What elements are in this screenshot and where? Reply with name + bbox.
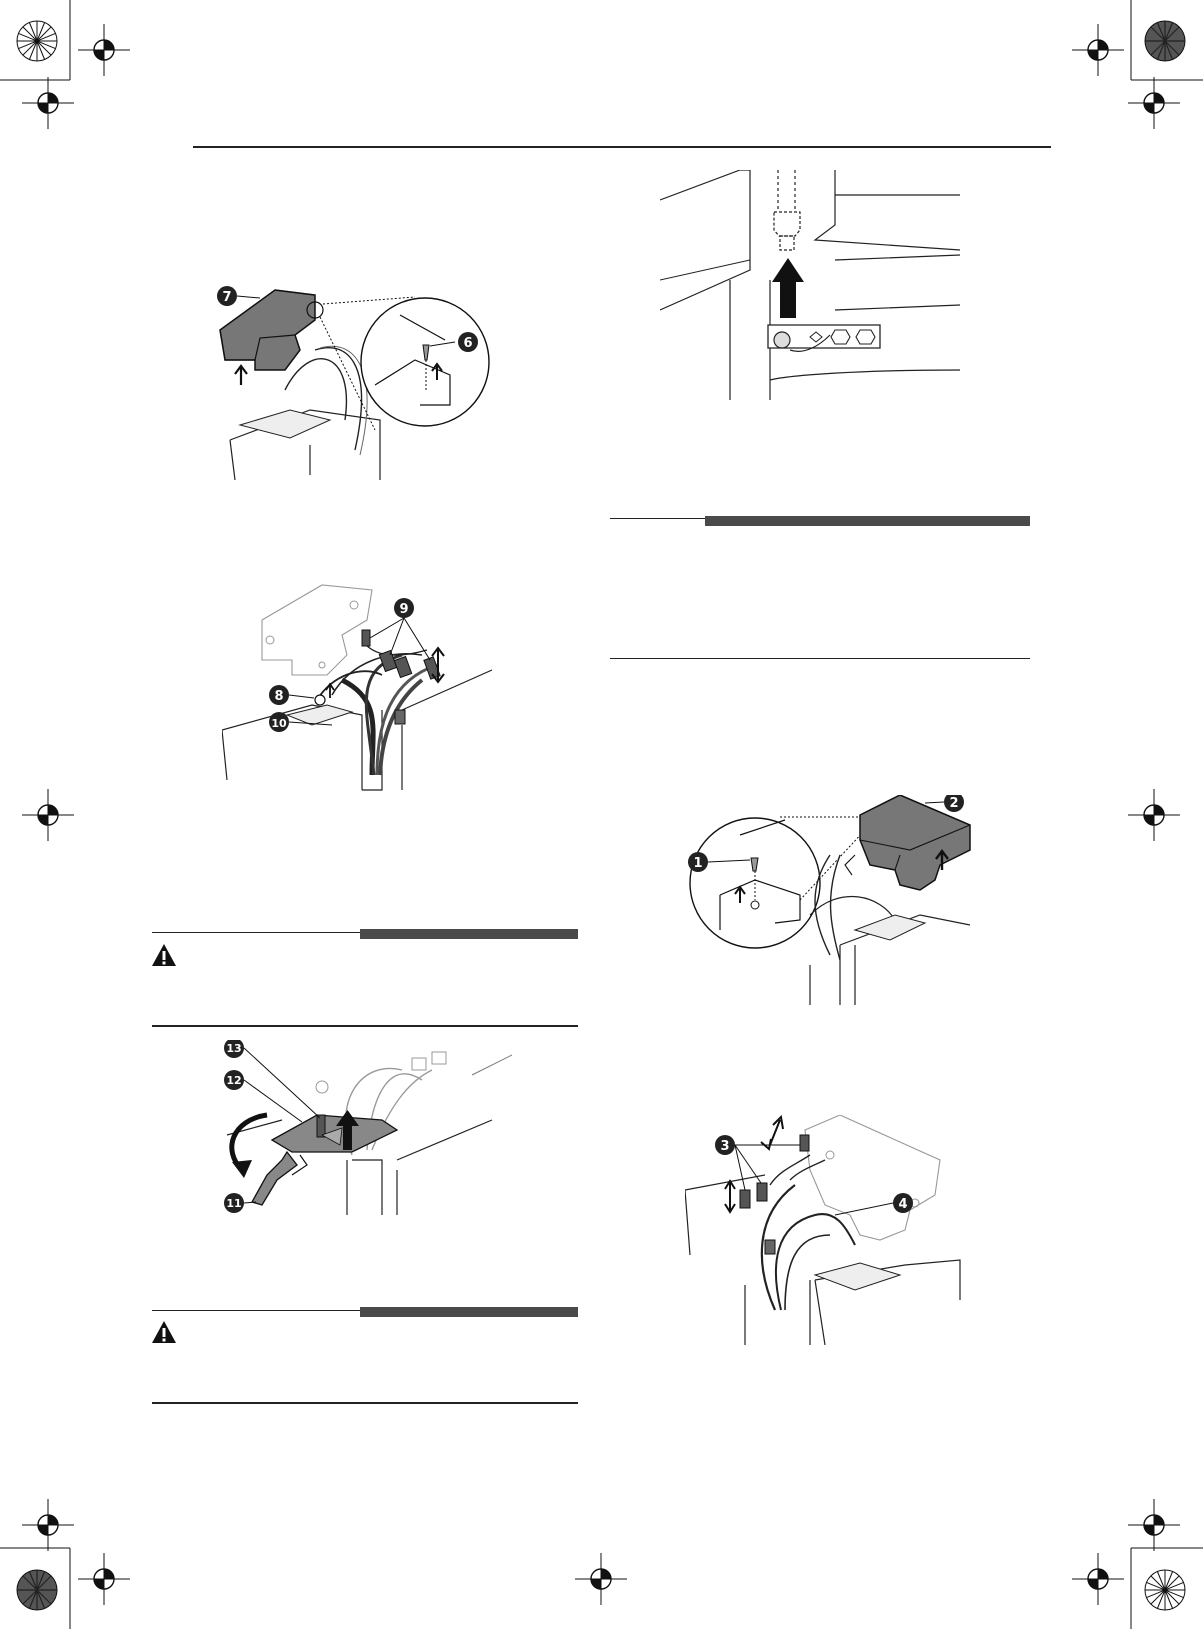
warning-triangle-icon: [151, 943, 177, 967]
registration-mark-icon: [1128, 789, 1180, 841]
callout-9: [394, 598, 414, 618]
svg-text:3: 3: [720, 1139, 730, 1154]
callout-6: [458, 332, 478, 352]
svg-text:11: 11: [226, 1197, 242, 1210]
callout-7: [217, 286, 237, 306]
svg-text:12: 12: [226, 1074, 242, 1087]
registration-mark-icon: [1128, 77, 1180, 129]
callout-8: [269, 685, 289, 705]
svg-text:8: 8: [274, 689, 284, 704]
svg-text:1: 1: [693, 856, 703, 871]
color-calibration-icon: [17, 21, 57, 61]
callout-10: [269, 712, 289, 732]
figure-cover-removal: [215, 280, 525, 490]
registration-mark-icon: [575, 1553, 627, 1605]
svg-text:13: 13: [226, 1042, 242, 1055]
warning-1-bottom-rule: [152, 1025, 578, 1027]
color-calibration-icon: [1145, 21, 1185, 61]
registration-mark-icon: [1128, 1499, 1180, 1551]
callout-4: [893, 1193, 913, 1213]
callout-11: [224, 1193, 244, 1213]
svg-text:2: 2: [949, 796, 959, 811]
callout-12: [224, 1070, 244, 1090]
svg-text:9: 9: [399, 602, 409, 617]
figure-door-lift: [660, 170, 1000, 410]
figure-cover-removal-right: [680, 795, 990, 1005]
warning-2-header-bar: [360, 1307, 578, 1317]
color-calibration-icon: [1145, 1570, 1185, 1610]
svg-text:6: 6: [463, 336, 473, 351]
warning-2-bottom-rule: [152, 1402, 578, 1404]
svg-text:7: 7: [222, 290, 232, 305]
warning-1-header-bar: [360, 929, 578, 939]
note-box-top-rule: [610, 518, 710, 519]
warning-2-top-rule: [152, 1310, 362, 1311]
figure-wire-connectors: [685, 1115, 985, 1345]
callout-3: [715, 1135, 735, 1155]
registration-mark-icon: [22, 789, 74, 841]
callout-2b: [944, 795, 964, 812]
registration-mark-icon: [22, 1499, 74, 1551]
callout-13: [224, 1040, 244, 1058]
registration-mark-icon: [78, 24, 130, 76]
registration-mark-icon: [1072, 1553, 1124, 1605]
figure-hinge-bracket: [222, 1040, 512, 1225]
callout-1: [688, 852, 708, 872]
svg-text:10: 10: [271, 717, 287, 730]
warning-1-top-rule: [152, 932, 362, 933]
note-box-bottom-rule: [610, 658, 1030, 659]
svg-text:4: 4: [898, 1197, 908, 1212]
warning-triangle-icon: [151, 1320, 177, 1344]
figure-wire-harness: [222, 580, 512, 805]
registration-mark-icon: [22, 77, 74, 129]
registration-mark-icon: [78, 1553, 130, 1605]
callout-2: [925, 795, 945, 805]
color-calibration-icon: [17, 1570, 57, 1610]
header-rule: [193, 146, 1051, 148]
note-box-header-bar: [705, 516, 1030, 526]
registration-mark-icon: [1072, 24, 1124, 76]
